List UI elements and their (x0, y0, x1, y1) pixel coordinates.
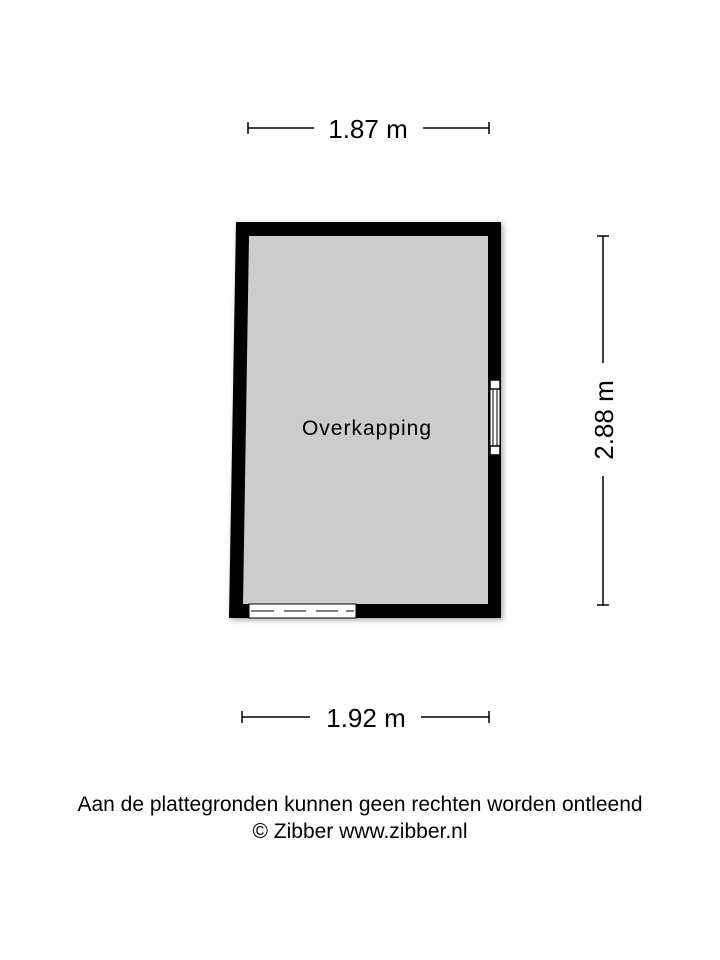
top-dimension-label: 1.87 m (328, 114, 408, 144)
window-mullion-bottom (490, 446, 500, 455)
room-label: Overkapping (301, 417, 433, 440)
bottom-dimension (242, 703, 489, 733)
right-dimension (589, 236, 619, 605)
bottom-dimension-label: 1.92 m (326, 703, 406, 733)
opening-bottom-wall (249, 604, 356, 618)
window-frame (490, 380, 500, 455)
right-dimension-label: 2.88 m (589, 380, 619, 460)
footer-disclaimer: Aan de plattegronden kunnen geen rechten worden ontleend (77, 793, 643, 816)
footer-copyright: © Zibber www.zibber.nl (252, 820, 468, 843)
window-mullion-top (490, 380, 500, 389)
top-dimension (248, 114, 489, 144)
window-right-wall (490, 380, 500, 455)
